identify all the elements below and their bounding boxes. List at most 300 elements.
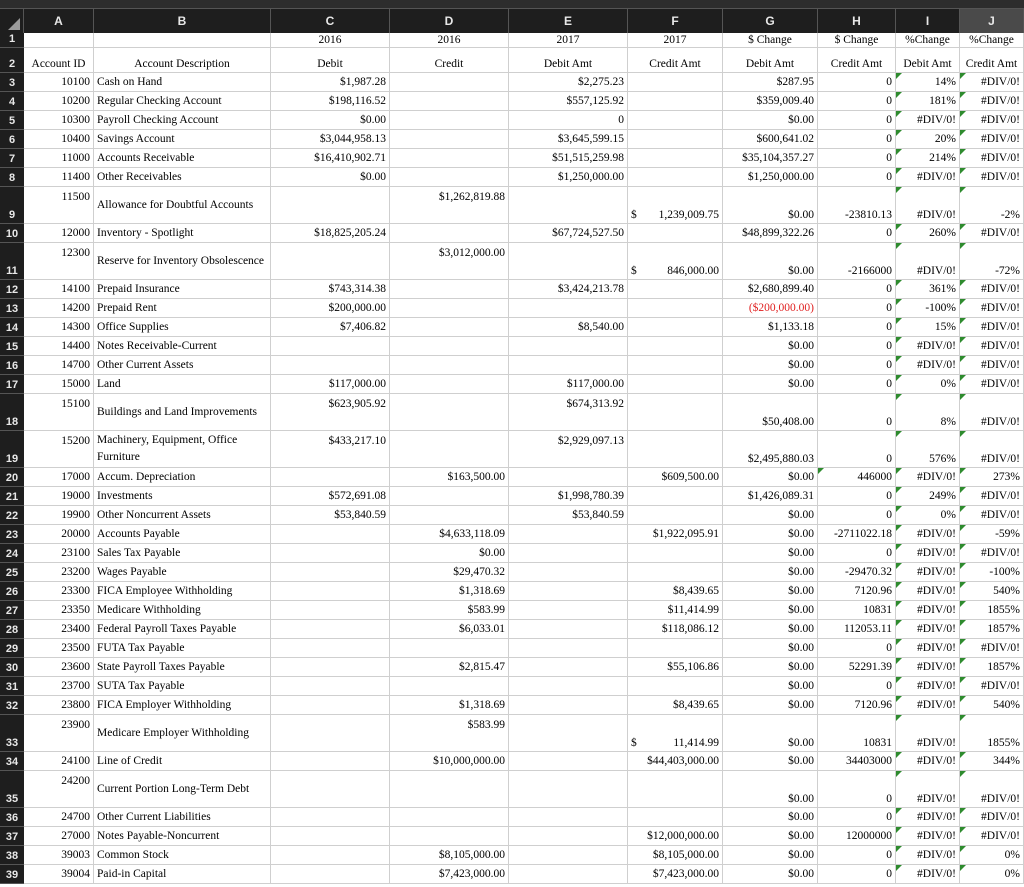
cell-b[interactable] xyxy=(94,658,271,677)
cell-b[interactable] xyxy=(94,243,271,280)
cell-b[interactable] xyxy=(94,375,271,394)
cell-g[interactable] xyxy=(723,111,818,130)
row-header[interactable]: 25 xyxy=(0,563,24,582)
cell-j[interactable] xyxy=(960,337,1024,356)
cell-d[interactable] xyxy=(390,48,509,73)
cell-b[interactable] xyxy=(94,620,271,639)
cell-a[interactable] xyxy=(24,544,94,563)
cell-h[interactable] xyxy=(818,582,896,601)
cell-c[interactable] xyxy=(271,487,390,506)
cell-b[interactable] xyxy=(94,771,271,808)
cell-b[interactable] xyxy=(94,224,271,243)
cell-h[interactable] xyxy=(818,299,896,318)
cell-b[interactable] xyxy=(94,149,271,168)
cell-b[interactable] xyxy=(94,506,271,525)
column-header-h[interactable]: H xyxy=(818,9,896,33)
cell-g[interactable] xyxy=(723,92,818,111)
cell-a[interactable] xyxy=(24,187,94,224)
cell-f[interactable] xyxy=(628,337,723,356)
cell-a[interactable] xyxy=(24,846,94,865)
cell-i[interactable] xyxy=(896,187,960,224)
cell-e[interactable] xyxy=(509,696,628,715)
cell-g[interactable] xyxy=(723,808,818,827)
cell-i[interactable] xyxy=(896,224,960,243)
row-header[interactable]: 1 xyxy=(0,33,24,48)
cell-h[interactable] xyxy=(818,715,896,752)
cell-j[interactable] xyxy=(960,601,1024,620)
cell-i[interactable] xyxy=(896,715,960,752)
cell-g[interactable] xyxy=(723,356,818,375)
cell-f[interactable] xyxy=(628,187,723,224)
cell-j[interactable] xyxy=(960,677,1024,696)
cell-c[interactable] xyxy=(271,73,390,92)
cell-c[interactable] xyxy=(271,299,390,318)
cell-b[interactable] xyxy=(94,468,271,487)
row-header[interactable]: 4 xyxy=(0,92,24,111)
row-header[interactable]: 10 xyxy=(0,224,24,243)
cell-b[interactable] xyxy=(94,168,271,187)
cell-h[interactable] xyxy=(818,375,896,394)
cell-j[interactable] xyxy=(960,771,1024,808)
cell-d[interactable] xyxy=(390,431,509,468)
cell-f[interactable] xyxy=(628,168,723,187)
cell-c[interactable] xyxy=(271,318,390,337)
cell-h[interactable] xyxy=(818,771,896,808)
row-header[interactable]: 22 xyxy=(0,506,24,525)
cell-f[interactable] xyxy=(628,601,723,620)
row-header[interactable]: 14 xyxy=(0,318,24,337)
cell-j[interactable] xyxy=(960,187,1024,224)
cell-j[interactable] xyxy=(960,506,1024,525)
cell-e[interactable] xyxy=(509,431,628,468)
cell-f[interactable] xyxy=(628,808,723,827)
cell-j[interactable] xyxy=(960,299,1024,318)
cell-f[interactable] xyxy=(628,506,723,525)
column-header-f[interactable]: F xyxy=(628,9,723,33)
cell-i[interactable] xyxy=(896,639,960,658)
cell-f[interactable] xyxy=(628,33,723,48)
cell-j[interactable] xyxy=(960,224,1024,243)
cell-g[interactable] xyxy=(723,677,818,696)
cell-h[interactable] xyxy=(818,149,896,168)
cell-j[interactable] xyxy=(960,752,1024,771)
row-header[interactable]: 28 xyxy=(0,620,24,639)
cell-h[interactable] xyxy=(818,92,896,111)
cell-h[interactable] xyxy=(818,525,896,544)
cell-h[interactable] xyxy=(818,280,896,299)
cell-e[interactable] xyxy=(509,468,628,487)
cell-g[interactable] xyxy=(723,130,818,149)
cell-c[interactable] xyxy=(271,149,390,168)
cell-h[interactable] xyxy=(818,48,896,73)
cell-h[interactable] xyxy=(818,639,896,658)
cell-b[interactable] xyxy=(94,677,271,696)
cell-e[interactable] xyxy=(509,487,628,506)
cell-h[interactable] xyxy=(818,187,896,224)
cell-d[interactable] xyxy=(390,111,509,130)
cell-d[interactable] xyxy=(390,506,509,525)
cell-g[interactable] xyxy=(723,73,818,92)
cell-e[interactable] xyxy=(509,620,628,639)
cell-d[interactable] xyxy=(390,394,509,431)
cell-f[interactable] xyxy=(628,431,723,468)
cell-b[interactable] xyxy=(94,846,271,865)
cell-a[interactable] xyxy=(24,601,94,620)
cell-d[interactable] xyxy=(390,827,509,846)
cell-a[interactable] xyxy=(24,771,94,808)
column-header-e[interactable]: E xyxy=(509,9,628,33)
cell-g[interactable] xyxy=(723,149,818,168)
cell-h[interactable] xyxy=(818,73,896,92)
cell-c[interactable] xyxy=(271,431,390,468)
cell-e[interactable] xyxy=(509,506,628,525)
row-header[interactable]: 6 xyxy=(0,130,24,149)
cell-b[interactable] xyxy=(94,73,271,92)
cell-b[interactable] xyxy=(94,48,271,73)
cell-g[interactable] xyxy=(723,168,818,187)
cell-d[interactable] xyxy=(390,149,509,168)
cell-g[interactable] xyxy=(723,658,818,677)
cell-g[interactable] xyxy=(723,187,818,224)
row-header[interactable]: 27 xyxy=(0,601,24,620)
cell-g[interactable] xyxy=(723,487,818,506)
cell-j[interactable] xyxy=(960,544,1024,563)
cell-i[interactable] xyxy=(896,525,960,544)
cell-g[interactable] xyxy=(723,318,818,337)
cell-e[interactable] xyxy=(509,771,628,808)
cell-b[interactable] xyxy=(94,525,271,544)
row-header[interactable]: 35 xyxy=(0,771,24,808)
cell-c[interactable] xyxy=(271,111,390,130)
cell-a[interactable] xyxy=(24,487,94,506)
cell-f[interactable] xyxy=(628,280,723,299)
row-header[interactable]: 5 xyxy=(0,111,24,130)
cell-h[interactable] xyxy=(818,846,896,865)
cell-c[interactable] xyxy=(271,677,390,696)
cell-h[interactable] xyxy=(818,111,896,130)
cell-c[interactable] xyxy=(271,130,390,149)
cell-j[interactable] xyxy=(960,111,1024,130)
cell-i[interactable] xyxy=(896,620,960,639)
cell-e[interactable] xyxy=(509,375,628,394)
cell-h[interactable] xyxy=(818,224,896,243)
row-header[interactable]: 30 xyxy=(0,658,24,677)
cell-f[interactable] xyxy=(628,771,723,808)
cell-i[interactable] xyxy=(896,243,960,280)
cell-g[interactable] xyxy=(723,33,818,48)
cell-i[interactable] xyxy=(896,394,960,431)
cell-h[interactable] xyxy=(818,506,896,525)
cell-d[interactable] xyxy=(390,299,509,318)
cell-j[interactable] xyxy=(960,487,1024,506)
cell-f[interactable] xyxy=(628,582,723,601)
cell-h[interactable] xyxy=(818,544,896,563)
cell-e[interactable] xyxy=(509,525,628,544)
cell-j[interactable] xyxy=(960,865,1024,884)
cell-g[interactable] xyxy=(723,696,818,715)
cell-e[interactable] xyxy=(509,92,628,111)
cell-c[interactable] xyxy=(271,827,390,846)
cell-g[interactable] xyxy=(723,563,818,582)
cell-f[interactable] xyxy=(628,149,723,168)
cell-a[interactable] xyxy=(24,48,94,73)
cell-a[interactable] xyxy=(24,224,94,243)
cell-i[interactable] xyxy=(896,582,960,601)
cell-d[interactable] xyxy=(390,658,509,677)
cell-g[interactable] xyxy=(723,243,818,280)
cell-i[interactable] xyxy=(896,506,960,525)
cell-e[interactable] xyxy=(509,658,628,677)
row-header[interactable]: 39 xyxy=(0,865,24,884)
cell-a[interactable] xyxy=(24,375,94,394)
cell-j[interactable] xyxy=(960,280,1024,299)
cell-i[interactable] xyxy=(896,601,960,620)
select-all-corner[interactable] xyxy=(0,9,24,33)
cell-j[interactable] xyxy=(960,73,1024,92)
cell-b[interactable] xyxy=(94,582,271,601)
row-header[interactable]: 7 xyxy=(0,149,24,168)
row-header[interactable]: 24 xyxy=(0,544,24,563)
cell-h[interactable] xyxy=(818,243,896,280)
cell-h[interactable] xyxy=(818,620,896,639)
cell-e[interactable] xyxy=(509,33,628,48)
cell-a[interactable] xyxy=(24,827,94,846)
cell-d[interactable] xyxy=(390,33,509,48)
cell-b[interactable] xyxy=(94,808,271,827)
cell-c[interactable] xyxy=(271,92,390,111)
cell-j[interactable] xyxy=(960,696,1024,715)
cell-i[interactable] xyxy=(896,92,960,111)
cell-f[interactable] xyxy=(628,468,723,487)
cell-e[interactable] xyxy=(509,827,628,846)
cell-d[interactable] xyxy=(390,715,509,752)
row-header[interactable]: 8 xyxy=(0,168,24,187)
cell-d[interactable] xyxy=(390,73,509,92)
row-header[interactable]: 20 xyxy=(0,468,24,487)
cell-d[interactable] xyxy=(390,752,509,771)
cell-j[interactable] xyxy=(960,468,1024,487)
cell-j[interactable] xyxy=(960,808,1024,827)
cell-d[interactable] xyxy=(390,224,509,243)
row-header[interactable]: 26 xyxy=(0,582,24,601)
cell-e[interactable] xyxy=(509,149,628,168)
cell-c[interactable] xyxy=(271,33,390,48)
row-header[interactable]: 12 xyxy=(0,280,24,299)
cell-d[interactable] xyxy=(390,639,509,658)
cell-c[interactable] xyxy=(271,375,390,394)
cell-h[interactable] xyxy=(818,563,896,582)
cell-g[interactable] xyxy=(723,715,818,752)
column-header-a[interactable]: A xyxy=(24,9,94,33)
cell-c[interactable] xyxy=(271,468,390,487)
cell-c[interactable] xyxy=(271,337,390,356)
cell-i[interactable] xyxy=(896,696,960,715)
cell-f[interactable] xyxy=(628,92,723,111)
cell-f[interactable] xyxy=(628,563,723,582)
cell-g[interactable] xyxy=(723,771,818,808)
cell-a[interactable] xyxy=(24,243,94,280)
cell-f[interactable] xyxy=(628,299,723,318)
cell-b[interactable] xyxy=(94,92,271,111)
cell-f[interactable] xyxy=(628,639,723,658)
cell-f[interactable] xyxy=(628,394,723,431)
cell-a[interactable] xyxy=(24,280,94,299)
cell-e[interactable] xyxy=(509,752,628,771)
cell-a[interactable] xyxy=(24,130,94,149)
cell-h[interactable] xyxy=(818,677,896,696)
cell-d[interactable] xyxy=(390,337,509,356)
cell-b[interactable] xyxy=(94,865,271,884)
cell-e[interactable] xyxy=(509,356,628,375)
cell-f[interactable] xyxy=(628,48,723,73)
cell-c[interactable] xyxy=(271,752,390,771)
cell-e[interactable] xyxy=(509,224,628,243)
cell-d[interactable] xyxy=(390,243,509,280)
cell-d[interactable] xyxy=(390,696,509,715)
cell-a[interactable] xyxy=(24,677,94,696)
row-header[interactable]: 11 xyxy=(0,243,24,280)
cell-g[interactable] xyxy=(723,846,818,865)
cell-i[interactable] xyxy=(896,468,960,487)
cell-g[interactable] xyxy=(723,582,818,601)
cell-h[interactable] xyxy=(818,468,896,487)
cell-d[interactable] xyxy=(390,865,509,884)
cell-d[interactable] xyxy=(390,468,509,487)
row-header[interactable]: 9 xyxy=(0,187,24,224)
cell-e[interactable] xyxy=(509,318,628,337)
cell-b[interactable] xyxy=(94,639,271,658)
cell-a[interactable] xyxy=(24,356,94,375)
cell-j[interactable] xyxy=(960,394,1024,431)
cell-d[interactable] xyxy=(390,356,509,375)
cell-i[interactable] xyxy=(896,73,960,92)
row-header[interactable]: 16 xyxy=(0,356,24,375)
cell-j[interactable] xyxy=(960,168,1024,187)
cell-b[interactable] xyxy=(94,130,271,149)
cell-j[interactable] xyxy=(960,582,1024,601)
cell-e[interactable] xyxy=(509,601,628,620)
cell-a[interactable] xyxy=(24,337,94,356)
cell-i[interactable] xyxy=(896,130,960,149)
cell-c[interactable] xyxy=(271,639,390,658)
cell-c[interactable] xyxy=(271,525,390,544)
column-header-d[interactable]: D xyxy=(390,9,509,33)
cell-g[interactable] xyxy=(723,827,818,846)
cell-j[interactable] xyxy=(960,639,1024,658)
cell-b[interactable] xyxy=(94,356,271,375)
cell-g[interactable] xyxy=(723,544,818,563)
cell-h[interactable] xyxy=(818,752,896,771)
cell-c[interactable] xyxy=(271,808,390,827)
cell-c[interactable] xyxy=(271,394,390,431)
cell-b[interactable] xyxy=(94,394,271,431)
cell-b[interactable] xyxy=(94,544,271,563)
column-header-b[interactable]: B xyxy=(94,9,271,33)
row-header[interactable]: 19 xyxy=(0,431,24,468)
cell-d[interactable] xyxy=(390,846,509,865)
cell-e[interactable] xyxy=(509,299,628,318)
cell-b[interactable] xyxy=(94,280,271,299)
cell-a[interactable] xyxy=(24,752,94,771)
cell-b[interactable] xyxy=(94,715,271,752)
cell-i[interactable] xyxy=(896,356,960,375)
cell-g[interactable] xyxy=(723,337,818,356)
row-header[interactable]: 34 xyxy=(0,752,24,771)
cell-a[interactable] xyxy=(24,468,94,487)
cell-i[interactable] xyxy=(896,563,960,582)
cell-c[interactable] xyxy=(271,168,390,187)
cell-c[interactable] xyxy=(271,224,390,243)
cell-e[interactable] xyxy=(509,677,628,696)
cell-f[interactable] xyxy=(628,696,723,715)
cell-e[interactable] xyxy=(509,808,628,827)
cell-d[interactable] xyxy=(390,318,509,337)
cell-g[interactable] xyxy=(723,48,818,73)
cell-e[interactable] xyxy=(509,563,628,582)
cell-d[interactable] xyxy=(390,130,509,149)
cell-j[interactable] xyxy=(960,827,1024,846)
cell-f[interactable] xyxy=(628,846,723,865)
cell-b[interactable] xyxy=(94,431,271,468)
cell-d[interactable] xyxy=(390,487,509,506)
row-header[interactable]: 15 xyxy=(0,337,24,356)
cell-f[interactable] xyxy=(628,525,723,544)
cell-g[interactable] xyxy=(723,280,818,299)
cell-h[interactable] xyxy=(818,865,896,884)
column-header-i[interactable]: I xyxy=(896,9,960,33)
cell-g[interactable] xyxy=(723,639,818,658)
cell-i[interactable] xyxy=(896,280,960,299)
cell-a[interactable] xyxy=(24,73,94,92)
cell-e[interactable] xyxy=(509,73,628,92)
row-header[interactable]: 29 xyxy=(0,639,24,658)
cell-j[interactable] xyxy=(960,48,1024,73)
cell-c[interactable] xyxy=(271,544,390,563)
row-header[interactable]: 3 xyxy=(0,73,24,92)
cell-d[interactable] xyxy=(390,808,509,827)
cell-e[interactable] xyxy=(509,243,628,280)
row-header[interactable]: 13 xyxy=(0,299,24,318)
cell-i[interactable] xyxy=(896,487,960,506)
cell-i[interactable] xyxy=(896,375,960,394)
cell-i[interactable] xyxy=(896,658,960,677)
cell-c[interactable] xyxy=(271,356,390,375)
cell-f[interactable] xyxy=(628,715,723,752)
cell-i[interactable] xyxy=(896,337,960,356)
cell-j[interactable] xyxy=(960,715,1024,752)
cell-g[interactable] xyxy=(723,601,818,620)
cell-f[interactable] xyxy=(628,356,723,375)
cell-i[interactable] xyxy=(896,111,960,130)
cell-f[interactable] xyxy=(628,73,723,92)
cell-c[interactable] xyxy=(271,620,390,639)
cell-b[interactable] xyxy=(94,33,271,48)
column-header-g[interactable]: G xyxy=(723,9,818,33)
cell-f[interactable] xyxy=(628,865,723,884)
cell-a[interactable] xyxy=(24,431,94,468)
cell-i[interactable] xyxy=(896,544,960,563)
cell-i[interactable] xyxy=(896,431,960,468)
cell-i[interactable] xyxy=(896,33,960,48)
cell-d[interactable] xyxy=(390,187,509,224)
cell-j[interactable] xyxy=(960,620,1024,639)
cell-d[interactable] xyxy=(390,525,509,544)
row-header[interactable]: 23 xyxy=(0,525,24,544)
cell-c[interactable] xyxy=(271,865,390,884)
column-header-c[interactable]: C xyxy=(271,9,390,33)
cell-f[interactable] xyxy=(628,658,723,677)
cell-i[interactable] xyxy=(896,771,960,808)
